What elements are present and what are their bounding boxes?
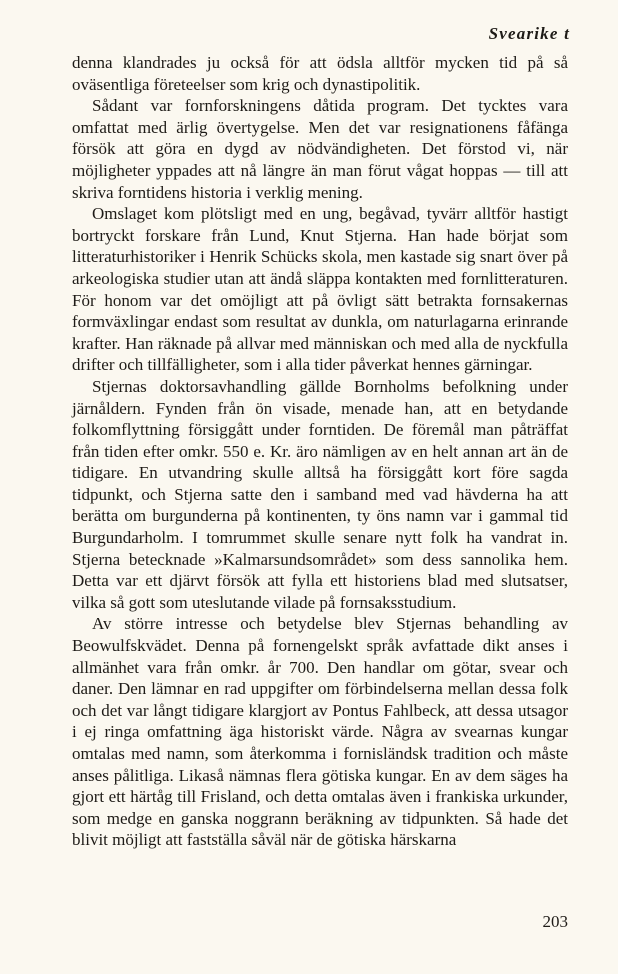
paragraph-2: Sådant var fornforskningens dåtida program. Det tycktes vara omfattat med ärlig övertygelse. Men det var resignationens fåfänga försök att göra en dygd av nödvändigheten. Det förstod vi, när möjligheter yppades att nå längre än man förut vågat hoppas — till att skriva forntidens historia i verklig mening. (72, 96, 568, 202)
paragraph-4: Stjernas doktorsavhandling gällde Bornholms befolkning under järnåldern. Fynden från ön visade, menade han, att en betydande folkomflyttning försiggått under forntiden. De föremål man påträffat från tiden efter omkr. 550 e. Kr. äro nämligen av en helt annan art än de tidigare. En utvandring skulle alltså ha försiggått kort före sagda tidpunkt, och Stjerna satte den i samband med vad hävderna ha att berätta om burgunderna på kontinenten, ty öns namn var i gammal tid Burgundarholm. I tomrummet skulle senare nytt folk ha vandrat in. Stjerna betecknade »Kalmarsundsområdet» som dess sannolika hem. Detta var ett djärvt försök att fylla ett historiens blad med slutsatser, vilka så gott som uteslutande vilade på fornsaksstudium. (72, 376, 568, 612)
running-head: Svearike t (488, 24, 570, 43)
body-text (72, 52, 568, 851)
paragraph-5: Av större intresse och betydelse blev Stjernas behandling av Beowulfskvädet. Denna på fornengelskt språk avfattade dikt anses i allmänhet vara från omkr. år 700. Den handlar om götar, svear och daner. Den lämnar en rad uppgifter om förbindelserna mellan dessa folk och det var långt tidigare klargjort av Pontus Fahlbeck, att dessa utsagor i ej ringa omfattning äga historiskt värde. Några av svearnas kungar omtalas med namn, som återkomma i fornisländsk tradition och måste anses pålitliga. Likaså nämnas flera götiska kungar. En av dem säges ha gjort ett härtåg till Frisland, och detta omtalas även i frankiska urkunder, som medge en ganska noggrann beräkning av tidpunkten. Så hade det blivit möjligt att fastställa såväl när de götiska härskarna (72, 614, 568, 850)
paragraph-3: Omslaget kom plötsligt med en ung, begåvad, tyvärr alltför hastigt bortryckt forskare från Lund, Knut Stjerna. Han hade börjat som litteraturhistoriker i Henrik Schücks skola, men kastade sig snart över på arkeologiska studier utan att ändå släppa kontakten med fornlitteraturen. För honom var det omöjligt att på övligt sätt betrakta fornsakernas formväxlingar endast som resultat av dunkla, om naturlagarna erinrande krafter. Han räknade på allvar med människan och med alla de nyckfulla drifter och tillfälligheter, som i alla tider påverkat hennes gärningar. (72, 204, 568, 375)
page-number: 203 (542, 912, 568, 931)
paragraph-1: denna klandrades ju också för att ödsla alltför mycken tid på så oväsentliga företeelser som krig och dynastipolitik. (72, 53, 568, 94)
